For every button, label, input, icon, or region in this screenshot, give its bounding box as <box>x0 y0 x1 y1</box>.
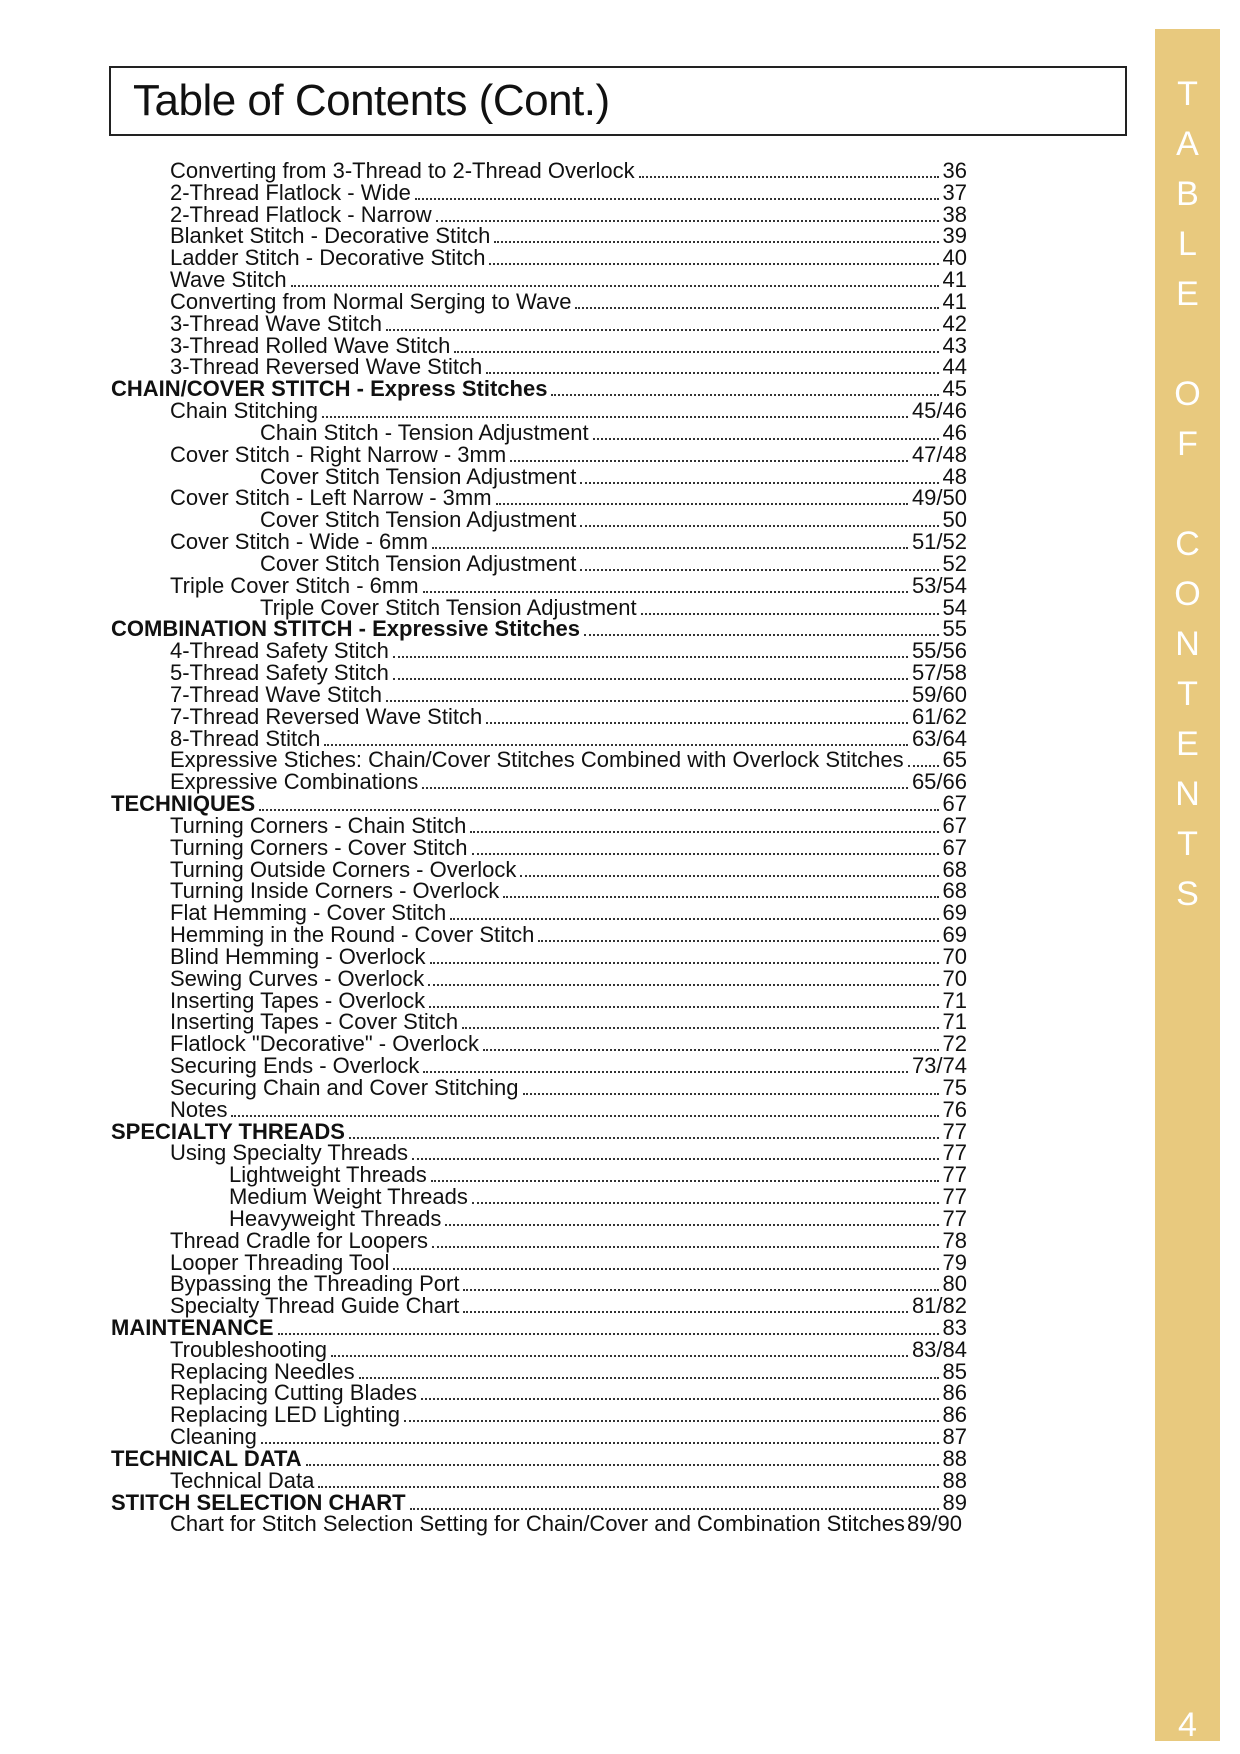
dot-leader <box>291 279 939 287</box>
toc-entry-title: Inserting Tapes - Cover Stitch <box>170 1009 459 1035</box>
dot-leader <box>538 934 938 942</box>
toc-entry-page: 45/46 <box>911 398 967 424</box>
dot-leader <box>551 388 938 396</box>
dot-leader <box>494 235 938 243</box>
toc-entry-title: Triple Cover Stitch - 6mm <box>170 572 419 598</box>
toc-entry-title: 5-Thread Safety Stitch <box>170 660 389 686</box>
side-tab-letter: O <box>1174 575 1201 613</box>
toc-entry-title: Cleaning <box>170 1424 257 1450</box>
toc-entry-page: 50 <box>942 507 967 533</box>
toc-entry-page: 51/52 <box>911 529 967 555</box>
dot-leader <box>423 585 908 593</box>
toc-entry-page: 61/62 <box>911 703 967 729</box>
toc-entry-title: Inserting Tapes - Overlock <box>170 987 426 1013</box>
dot-leader <box>393 672 908 680</box>
toc-entry-title: Sewing Curves - Overlock <box>170 965 425 991</box>
toc-entry-page: 52 <box>942 550 967 576</box>
toc-entry-page: 48 <box>942 463 967 489</box>
toc-entry-page: 71 <box>942 987 967 1013</box>
dot-leader <box>523 1087 939 1095</box>
toc-entry-page: 89 <box>942 1489 967 1515</box>
toc-entry-title: TECHNICAL DATA <box>111 1445 302 1471</box>
dot-leader <box>454 345 938 353</box>
toc-entry-title: Cover Stitch - Right Narrow - 3mm <box>170 441 507 467</box>
toc-entry-page: 68 <box>942 878 967 904</box>
dot-leader <box>393 1262 938 1270</box>
toc-entry-title: Triple Cover Stitch Tension Adjustment <box>260 594 637 620</box>
dot-leader <box>520 869 938 877</box>
toc-entry-page: 41 <box>942 267 967 293</box>
toc-entry-page: 45 <box>942 376 967 402</box>
dot-leader <box>386 694 908 702</box>
toc-entry-page: 87 <box>942 1424 967 1450</box>
toc-entry-page: 63/64 <box>911 725 967 751</box>
dot-leader <box>410 1502 939 1510</box>
toc-entry <box>170 1403 967 1427</box>
toc-entry-page: 49/50 <box>911 485 967 511</box>
toc-entry-title: 7-Thread Reversed Wave Stitch <box>170 703 483 729</box>
dot-leader <box>429 1000 938 1008</box>
page-number: 4 <box>1178 1706 1197 1744</box>
toc-entry-title: Securing Ends - Overlock <box>170 1053 420 1079</box>
dot-leader <box>463 1305 908 1313</box>
toc-entry-title: COMBINATION STITCH - Expressive Stitches <box>111 616 581 642</box>
toc-entry-page: 47/48 <box>911 441 967 467</box>
dot-leader <box>324 738 908 746</box>
dot-leader <box>404 1414 939 1422</box>
dot-leader <box>432 1240 938 1248</box>
dot-leader <box>412 1152 938 1160</box>
dot-leader <box>496 497 908 505</box>
toc-entry-title: 7-Thread Wave Stitch <box>170 681 382 707</box>
toc-entry-page: 36 <box>942 158 967 183</box>
dot-leader <box>463 1283 938 1291</box>
toc-entry-title: Expressive Stiches: Chain/Cover Stitches Combined with Overlock Stitches <box>170 747 904 773</box>
side-tab-letter: C <box>1175 525 1200 563</box>
dot-leader <box>318 1480 938 1488</box>
toc-entry-page: 77 <box>942 1118 967 1144</box>
toc-entry-title: Cover Stitch Tension Adjustment <box>260 507 577 533</box>
toc-entry-page: 78 <box>942 1227 967 1253</box>
side-tab-letter: T <box>1177 75 1198 113</box>
dot-leader <box>503 890 938 898</box>
toc-entry-page: 72 <box>942 1031 967 1057</box>
side-tab-letter: E <box>1176 725 1199 763</box>
dot-leader <box>422 781 908 789</box>
dot-leader <box>450 912 938 920</box>
dot-leader <box>386 323 939 331</box>
toc-entry-title: Replacing LED Lighting <box>170 1402 400 1428</box>
side-tab-letter: E <box>1176 275 1199 313</box>
dot-leader <box>462 1021 938 1029</box>
dot-leader <box>483 1043 938 1051</box>
toc-entry-page: 42 <box>942 310 967 336</box>
dot-leader <box>261 1436 939 1444</box>
toc-entry-title: Chain Stitching <box>170 398 318 424</box>
toc-entry-page: 71 <box>942 1009 967 1035</box>
toc-entry-title: Medium Weight Threads <box>229 1184 468 1209</box>
toc-entry-page: 38 <box>942 201 967 227</box>
toc-entry-title: 8-Thread Stitch <box>170 725 321 751</box>
toc-entry-title: Chart for Stitch Selection Setting for Chain/Cover and Combination Stitches <box>170 1511 905 1537</box>
toc-entry-page: 75 <box>942 1074 967 1100</box>
side-tab-letter: L <box>1178 225 1197 263</box>
dot-leader <box>641 607 939 615</box>
toc-entry-title: Technical Data <box>170 1467 315 1493</box>
toc-entry-title: SPECIALTY THREADS <box>111 1118 345 1144</box>
toc-entry-title: Using Specialty Threads <box>170 1140 409 1166</box>
toc-entry-page: 43 <box>942 332 967 358</box>
side-tab-letter: N <box>1175 775 1200 813</box>
side-tab-letter: N <box>1175 625 1200 663</box>
toc-entry-page: 55/56 <box>911 638 967 664</box>
toc-entry-page: 86 <box>942 1380 967 1406</box>
dot-leader <box>349 1131 939 1139</box>
dot-leader <box>430 956 939 964</box>
toc-entry-title: Turning Corners - Cover Stitch <box>170 834 468 860</box>
side-tab-letter: F <box>1177 425 1198 463</box>
toc-entry-title: 2-Thread Flatlock - Wide <box>170 179 411 205</box>
dot-leader <box>306 1458 939 1466</box>
toc-entry-title: Securing Chain and Cover Stitching <box>170 1074 519 1100</box>
toc-entry-title: Flatlock "Decorative" - Overlock <box>170 1031 480 1057</box>
toc-entry-title: 4-Thread Safety Stitch <box>170 638 389 664</box>
dot-leader <box>393 650 908 658</box>
dot-leader <box>415 192 939 200</box>
dot-leader <box>470 825 938 833</box>
toc-entry <box>170 246 967 270</box>
toc-entry-title: Thread Cradle for Loopers <box>170 1227 429 1253</box>
toc-entry-page: 73/74 <box>911 1053 967 1079</box>
toc-entry-title: Cover Stitch Tension Adjustment <box>260 550 577 576</box>
side-tab-letter: A <box>1176 125 1199 163</box>
dot-leader <box>359 1371 939 1379</box>
toc-entry-title: 3-Thread Reversed Wave Stitch <box>170 354 483 380</box>
toc-entry-title: 2-Thread Flatlock - Narrow <box>170 201 432 227</box>
dot-leader <box>322 410 908 418</box>
toc-entry-page: 76 <box>942 1096 967 1122</box>
toc-entry-title: Troubleshooting <box>170 1336 327 1362</box>
toc-entry-title: Replacing Needles <box>170 1358 355 1384</box>
dot-leader <box>472 1196 939 1204</box>
toc-entry-title: Replacing Cutting Blades <box>170 1380 418 1406</box>
dot-leader <box>486 716 908 724</box>
toc-entry-title: Notes <box>170 1096 228 1122</box>
toc-entry-title: Flat Hemming - Cover Stitch <box>170 900 447 926</box>
toc-entry-title: Cover Stitch Tension Adjustment <box>260 463 577 489</box>
toc-entry-page: 67 <box>942 834 967 860</box>
dot-leader <box>472 847 939 855</box>
toc-entry-page: 65 <box>942 747 967 773</box>
toc-entry-title: Converting from Normal Serging to Wave <box>170 288 572 314</box>
toc-entry-title: STITCH SELECTION CHART <box>111 1489 406 1515</box>
toc-entry-page: 40 <box>942 245 967 271</box>
toc-entry-page: 46 <box>942 419 967 445</box>
side-tab-letter: T <box>1177 825 1198 863</box>
toc-entry-page: 37 <box>942 179 967 205</box>
toc-entry-page: 59/60 <box>911 681 967 707</box>
toc-entry-page: 88 <box>942 1467 967 1493</box>
dot-leader <box>231 1109 938 1117</box>
dot-leader <box>428 978 938 986</box>
toc-entry-page: 69 <box>942 900 967 926</box>
dot-leader <box>278 1327 939 1335</box>
dot-leader <box>639 170 939 178</box>
toc-entry-title: Bypassing the Threading Port <box>170 1271 460 1297</box>
toc-entry-title: Wave Stitch <box>170 267 287 293</box>
toc-entry <box>170 1294 967 1318</box>
toc-entry-title: Lightweight Threads <box>229 1162 427 1188</box>
toc-entry-page: 67 <box>942 791 967 817</box>
toc-entry-page: 39 <box>942 223 967 249</box>
toc-entry-page: 89/90 <box>906 1511 962 1537</box>
toc-entry-page: 57/58 <box>911 660 967 686</box>
dot-leader <box>436 214 939 222</box>
toc-entry-page: 79 <box>942 1249 967 1275</box>
toc-entry-page: 54 <box>942 594 967 620</box>
toc-entry-page: 81/82 <box>911 1293 967 1319</box>
toc-entry-title: Heavyweight Threads <box>229 1205 442 1231</box>
toc-entry-page: 67 <box>942 812 967 838</box>
toc-entry-page: 77 <box>942 1140 967 1166</box>
toc-entry-title: Chain Stitch - Tension Adjustment <box>260 419 589 445</box>
toc-entry <box>170 1512 1000 1536</box>
toc-entry-title: Blanket Stitch - Decorative Stitch <box>170 223 491 249</box>
toc-entry-title: Turning Outside Corners - Overlock <box>170 856 517 882</box>
dot-leader <box>489 257 938 265</box>
dot-leader <box>445 1218 938 1226</box>
toc-entry-page: 41 <box>942 288 967 314</box>
toc-entry-page: 85 <box>942 1358 967 1384</box>
toc-entry <box>170 1076 967 1100</box>
toc-entry-page: 53/54 <box>911 572 967 598</box>
toc-entry-page: 77 <box>942 1162 967 1188</box>
toc-entry-page: 86 <box>942 1402 967 1428</box>
dot-leader <box>486 366 938 374</box>
toc-entry-title: Blind Hemming - Overlock <box>170 943 426 969</box>
dot-leader <box>580 476 938 484</box>
side-tab-letter: O <box>1174 375 1201 413</box>
dot-leader <box>580 519 938 527</box>
toc-entry-title: Looper Threading Tool <box>170 1249 390 1275</box>
side-tab-letter: S <box>1176 875 1199 913</box>
toc-entry-title: CHAIN/COVER STITCH - Express Stitches <box>111 376 548 402</box>
toc-entry-title: Cover Stitch - Left Narrow - 3mm <box>170 485 492 511</box>
toc-entry-page: 77 <box>942 1184 967 1209</box>
dot-leader <box>431 1174 939 1182</box>
toc-entry-page: 70 <box>942 943 967 969</box>
dot-leader <box>584 628 939 636</box>
dot-leader <box>432 541 908 549</box>
toc-entry-page: 70 <box>942 965 967 991</box>
toc-entry-title: MAINTENANCE <box>111 1314 274 1340</box>
toc-entry-page: 44 <box>942 354 967 380</box>
toc-entry-title: Turning Inside Corners - Overlock <box>170 878 500 904</box>
dot-leader <box>510 454 908 462</box>
page-title: Table of Contents (Cont.) <box>133 76 610 125</box>
dot-leader <box>575 301 938 309</box>
dot-leader <box>423 1065 908 1073</box>
toc-entry-page: 77 <box>942 1205 967 1231</box>
dot-leader <box>331 1349 908 1357</box>
toc-entry-title: Ladder Stitch - Decorative Stitch <box>170 245 486 271</box>
toc-entry-title: TECHNIQUES <box>111 791 256 817</box>
toc-entry-title: 3-Thread Rolled Wave Stitch <box>170 332 451 358</box>
dot-leader <box>580 563 938 571</box>
toc-entry-page: 80 <box>942 1271 967 1297</box>
side-tab-letter: B <box>1176 175 1199 213</box>
toc-entry-page: 68 <box>942 856 967 882</box>
toc-entry-title: Hemming in the Round - Cover Stitch <box>170 922 535 948</box>
side-tab <box>1155 29 1220 1744</box>
toc-entry <box>170 770 967 794</box>
toc-entry-title: Expressive Combinations <box>170 769 419 795</box>
dot-leader <box>593 432 939 440</box>
toc-entry-title: Cover Stitch - Wide - 6mm <box>170 529 428 555</box>
toc-entry-page: 69 <box>942 922 967 948</box>
toc-entry-page: 88 <box>942 1445 967 1471</box>
toc-entry-title: Specialty Thread Guide Chart <box>170 1293 460 1319</box>
toc-entry-page: 55 <box>942 616 967 642</box>
toc-entry-title: Turning Corners - Chain Stitch <box>170 812 467 838</box>
dot-leader <box>908 759 939 767</box>
toc-entry-page: 65/66 <box>911 769 967 795</box>
side-tab-letter: T <box>1177 675 1198 713</box>
dot-leader <box>259 803 938 811</box>
toc-entry-page: 83/84 <box>911 1336 967 1362</box>
toc-entry-page: 83 <box>942 1314 967 1340</box>
toc-entry-title: 3-Thread Wave Stitch <box>170 310 382 336</box>
toc-entry-title: Converting from 3-Thread to 2-Thread Overlock <box>170 158 635 183</box>
dot-leader <box>421 1392 938 1400</box>
